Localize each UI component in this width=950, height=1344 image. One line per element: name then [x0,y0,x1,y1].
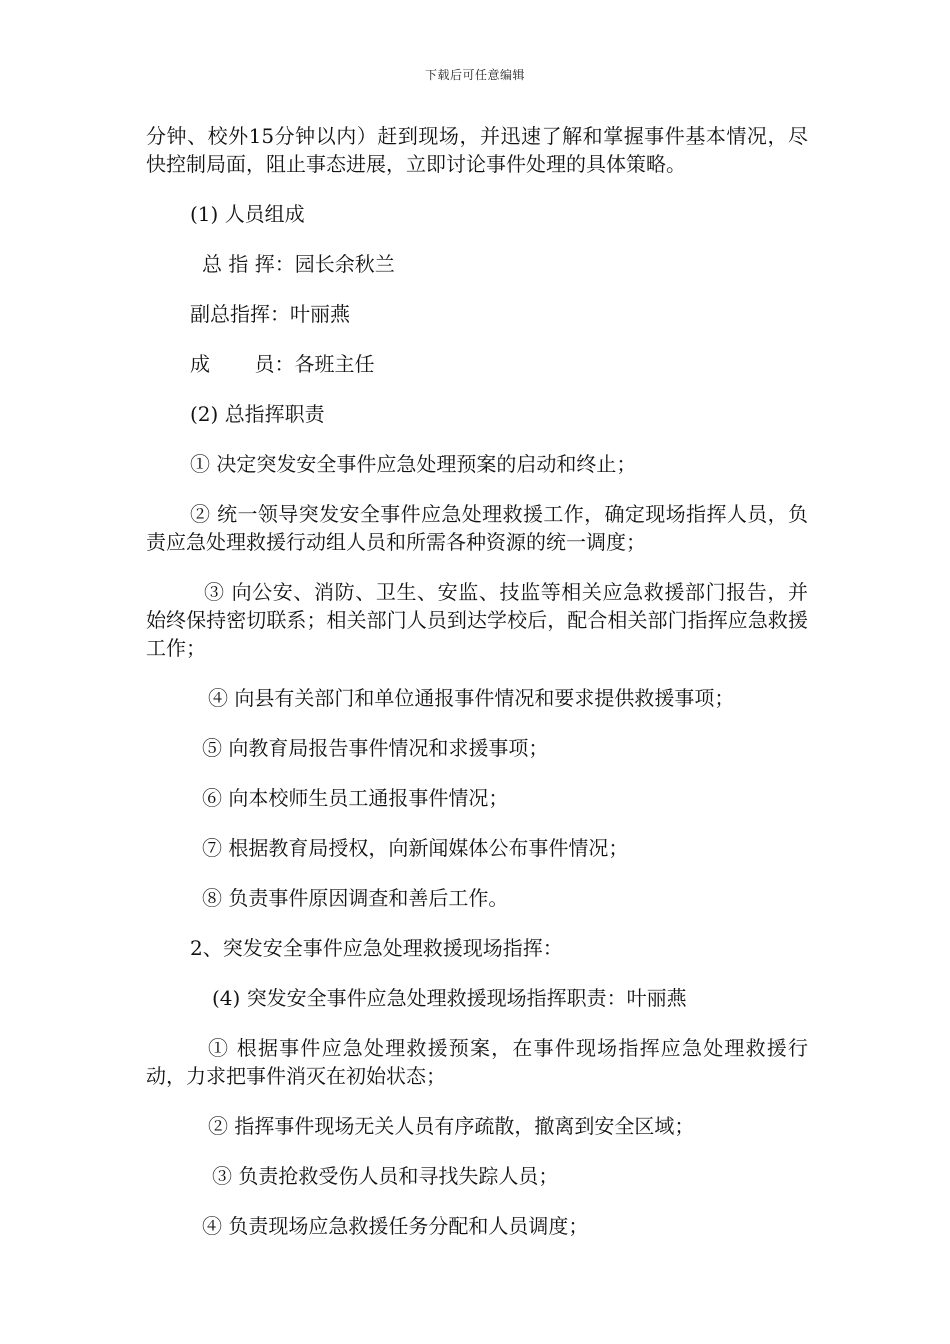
duty-item-1: ① 决定突发安全事件应急处理预案的启动和终止； [190,452,637,476]
section-2-title: (2) 总指挥职责 [190,402,325,426]
duty-item-5: ⑤ 向教育局报告事件情况和求援事项； [202,736,549,760]
section-1-title: (1) 人员组成 [190,202,305,226]
deputy-commander-line: 副总指挥：叶丽燕 [190,302,350,326]
field-duty-item-1-text: ① 根据事件应急处理救援预案，在事件现场指挥应急处理救援行动，力求把事件消灭在初始状态； [146,1036,808,1088]
field-duty-item-1 [146,1034,808,1090]
section-4-title: (4) 突发安全事件应急处理救援现场指挥职责：叶丽燕 [212,986,687,1010]
document-body [146,122,808,1262]
page-header: 下载后可任意编辑 [424,68,525,82]
duty-item-4: ④ 向县有关部门和单位通报事件情况和要求提供救援事项； [208,686,735,710]
duty-item-3 [146,578,808,662]
field-duty-item-3: ③ 负责抢救受伤人员和寻找失踪人员； [212,1164,559,1188]
commander-line: 总 指 挥：园长余秋兰 [202,252,395,276]
field-duty-item-4: ④ 负责现场应急救援任务分配和人员调度； [202,1214,589,1238]
duty-item-2 [146,500,808,556]
section-3-title: 2、突发安全事件应急处理救援现场指挥： [190,936,563,960]
field-duty-item-2: ② 指挥事件现场无关人员有序疏散，撤离到安全区域； [208,1114,695,1138]
duty-item-8: ⑧ 负责事件原因调查和善后工作。 [202,886,509,910]
intro-paragraph: 分钟、校外15分钟以内）赶到现场，并迅速了解和掌握事件基本情况，尽快控制局面，阻止事态进展，立即讨论事件处理的具体策略。 [146,124,808,176]
members-line: 成 员：各班主任 [190,352,375,376]
duty-item-3-text: ③ 向公安、消防、卫生、安监、技监等相关应急救援部门报告，并始终保持密切联系；相关部门人员到达学校后，配合相关部门指挥应急救援工作； [146,580,808,660]
duty-item-7: ⑦ 根据教育局授权，向新闻媒体公布事件情况； [202,836,629,860]
duty-item-6: ⑥ 向本校师生员工通报事件情况； [202,786,509,810]
duty-item-2-text: ② 统一领导突发安全事件应急处理救援工作，确定现场指挥人员，负责应急处理救援行动组人员和所需各种资源的统一调度； [146,502,808,554]
